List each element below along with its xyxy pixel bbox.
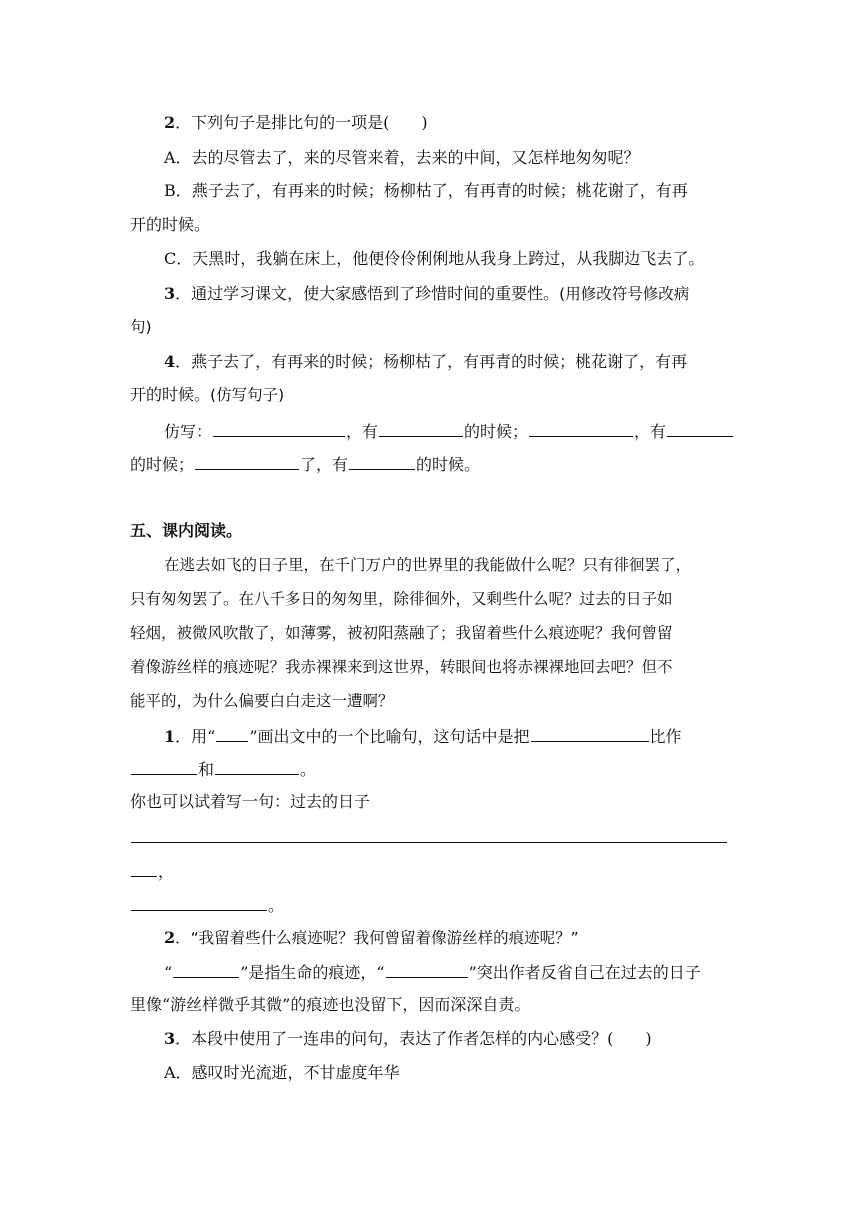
question-number: 2 bbox=[164, 928, 176, 947]
answer-blank[interactable] bbox=[667, 419, 733, 437]
question-note: (仿写句子) bbox=[210, 386, 285, 404]
question-text: ．燕子去了，有再来的时候；杨柳枯了，有再青的时候；桃花谢了，有再 bbox=[175, 352, 688, 371]
question-text: ．下列句子是排比句的一项是( ) bbox=[175, 113, 428, 132]
passage-line: 轻烟，被微风吹散了，如薄雾，被初阳蒸融了；我留着些什么痕迹呢？我何曾留 bbox=[130, 624, 673, 642]
answer-blank[interactable] bbox=[213, 419, 345, 437]
answer-blank[interactable] bbox=[131, 893, 267, 911]
option-b-line1: B．燕子去了，有再来的时候；杨柳枯了，有再青的时候；桃花谢了，有再 bbox=[164, 181, 688, 200]
option-b-line2: 开的时候。 bbox=[130, 215, 211, 234]
option-c: C．天黑时，我躺在床上，他便伶伶俐俐地从我身上跨过，从我脚边飞去了。 bbox=[164, 249, 705, 268]
blank-text: 了，有 bbox=[300, 455, 349, 474]
answer-blank[interactable] bbox=[529, 419, 633, 437]
blank-text: ，有 bbox=[634, 422, 667, 441]
question-number: 3 bbox=[164, 1029, 176, 1048]
section-heading: 五、课内阅读。 bbox=[130, 521, 243, 540]
question-3 bbox=[164, 283, 734, 305]
question-number: 1 bbox=[164, 727, 176, 746]
question-text: ．通过学习课文，使大家感悟到了珍惜时间的重要性。 bbox=[175, 284, 560, 303]
question-text: ”是指生命的痕迹，“ bbox=[240, 963, 385, 982]
passage-line: 只有匆匆罢了。在八千多日的匆匆里，除徘徊外，又剩些什么呢？过去的日子如 bbox=[130, 590, 673, 608]
question-text: ”画出文中的一个比喻句，这句话中是把 bbox=[249, 727, 530, 746]
question-text: 。 bbox=[268, 896, 285, 915]
option-a: A．去的尽管去了，来的尽管来着，去来的中间，又怎样地匆匆呢？ bbox=[164, 148, 640, 167]
answer-blank[interactable] bbox=[531, 724, 649, 742]
question-text: 。 bbox=[300, 760, 317, 779]
blank-text: 的时候。 bbox=[416, 455, 481, 474]
question-number: 3 bbox=[164, 284, 176, 303]
answer-blank[interactable] bbox=[215, 757, 299, 775]
question-note-cont: 句) bbox=[130, 318, 152, 336]
answer-blank[interactable] bbox=[195, 452, 299, 470]
blank-text: 的时候； bbox=[130, 455, 195, 474]
question-text: ， bbox=[158, 862, 175, 881]
passage-line: 在逃去如飞的日子里，在千门万户的世界里的我能做什么呢？只有徘徊罢了， bbox=[164, 556, 692, 574]
option-a: A．感叹时光流逝，不甘虚度年华 bbox=[164, 1063, 400, 1082]
answer-blank[interactable] bbox=[131, 757, 197, 775]
passage-line: 着像游丝样的痕迹呢？我赤裸裸来到这世界，转眼间也将赤裸裸地回去吧？但不 bbox=[130, 658, 673, 676]
question-4 bbox=[164, 351, 734, 373]
underline-sample bbox=[216, 724, 248, 742]
blank-text: ，有 bbox=[346, 422, 379, 441]
blank-text: 的时候； bbox=[464, 422, 529, 441]
imitate-line1 bbox=[164, 419, 734, 443]
answer-line bbox=[130, 893, 730, 917]
answer-line bbox=[130, 825, 730, 849]
question-2 bbox=[164, 112, 734, 134]
answer-blank[interactable] bbox=[349, 452, 415, 470]
question-text: 比作 bbox=[649, 727, 682, 746]
passage-line: 能平的，为什么偏要白白走这一遭啊？ bbox=[130, 692, 394, 710]
try-writing-prompt: 你也可以试着写一句：过去的日子 bbox=[130, 792, 371, 811]
question-text: 开的时候。 bbox=[130, 385, 211, 404]
question-text: “ bbox=[164, 963, 173, 982]
reading-question-2-cont: 里像“游丝样微乎其微”的痕迹也没留下，因而深深自责。 bbox=[130, 995, 531, 1014]
imitate-label: 仿写： bbox=[164, 422, 213, 441]
question-text: 和 bbox=[198, 760, 215, 779]
answer-blank[interactable] bbox=[173, 960, 239, 978]
answer-blank[interactable] bbox=[131, 859, 157, 877]
question-text: ．用“ bbox=[175, 727, 216, 746]
question-number: 2 bbox=[164, 113, 176, 132]
question-quote: ．“我留着些什么痕迹呢？我何曾留着像游丝样的痕迹呢？” bbox=[175, 929, 579, 947]
reading-question-1 bbox=[164, 724, 734, 748]
answer-line bbox=[130, 859, 730, 883]
reading-question-2-body bbox=[164, 960, 734, 984]
answer-blank[interactable] bbox=[386, 960, 468, 978]
reading-question-3 bbox=[164, 1028, 734, 1050]
question-text: ．本段中使用了一连串的问句，表达了作者怎样的内心感受？( ) bbox=[175, 1029, 652, 1048]
question-note: (用修改符号修改病 bbox=[559, 285, 690, 303]
imitate-line2 bbox=[130, 452, 730, 476]
answer-blank[interactable] bbox=[379, 419, 463, 437]
answer-blank[interactable] bbox=[131, 825, 727, 843]
question-4-cont bbox=[130, 384, 730, 406]
question-number: 4 bbox=[164, 352, 176, 371]
reading-question-1-cont bbox=[130, 757, 730, 781]
reading-question-2 bbox=[164, 927, 734, 949]
question-text: ”突出作者反省自己在过去的日子 bbox=[468, 963, 701, 982]
